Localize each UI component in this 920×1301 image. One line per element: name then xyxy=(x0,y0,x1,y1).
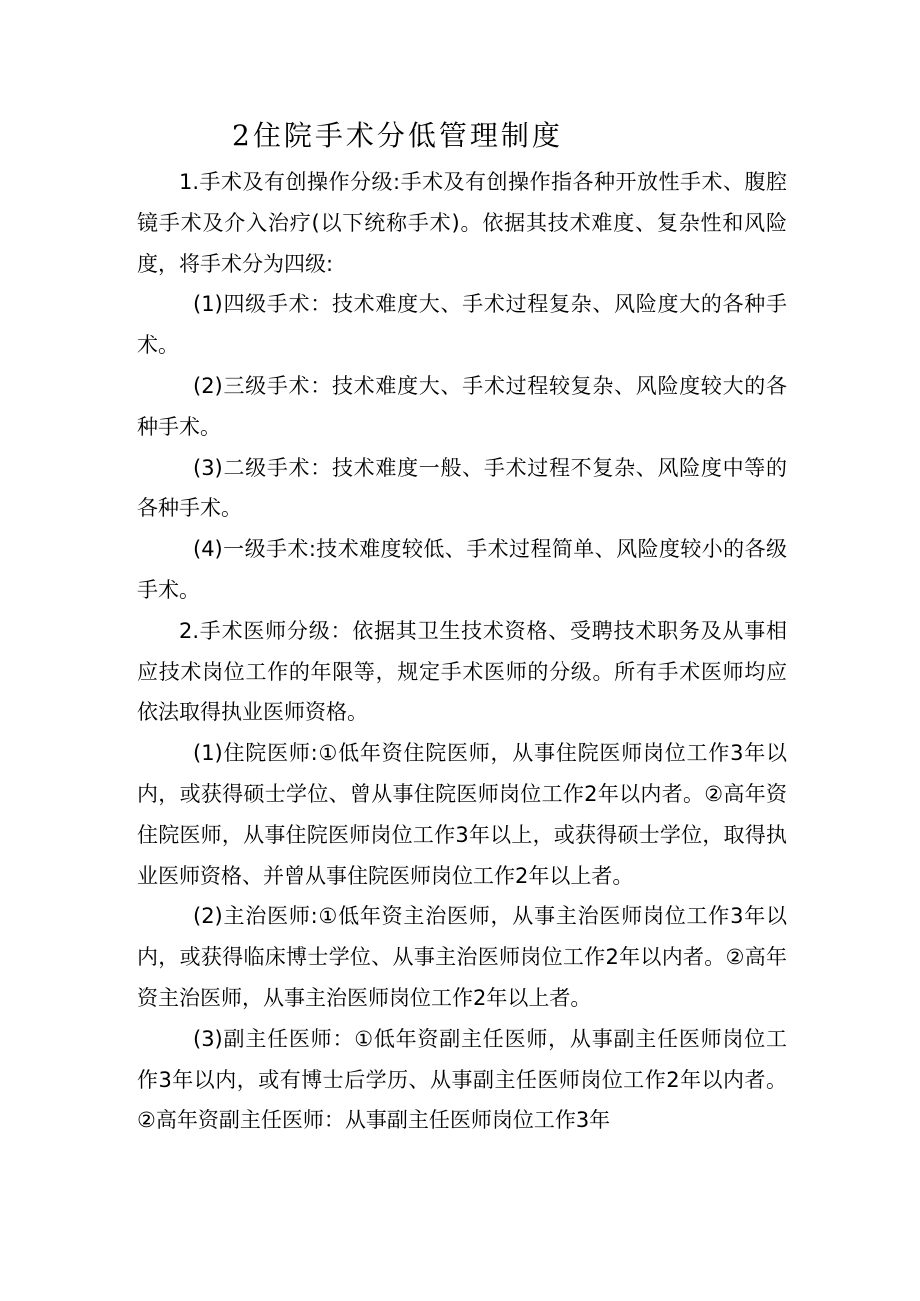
paragraph-level-one-surgery: (4)一级手术:技术难度较低、手术过程简单、风险度较小的各级手术。 xyxy=(137,537,787,602)
document-title: 2住院手术分低管理制度 xyxy=(232,119,563,152)
paragraph-level-two-surgery: (3)二级手术：技术难度一般、手术过程不复杂、风险度中等的各种手术。 xyxy=(137,455,787,521)
document-body xyxy=(137,162,787,1141)
paragraph-surgery-grading: 1.手术及有创操作分级:手术及有创操作指各种开放性手术、腹腔镜手术及介入治疗(以下统称手术)。依据其技术难度、复杂性和风险度，将手术分为四级: xyxy=(137,170,787,276)
paragraph-level-four-surgery: (1)四级手术：技术难度大、手术过程复杂、风险度大的各种手术。 xyxy=(137,292,787,358)
paragraph-level-three-surgery: (2)三级手术：技术难度大、手术过程较复杂、风险度较大的各种手术。 xyxy=(137,373,787,439)
paragraph-attending-physician: (2)主治医师:①低年资主治医师，从事主治医师岗位工作3年以内，或获得临床博士学位、从事主治医师岗位工作2年以内者。②高年资主治医师，从事主治医师岗位工作2年以上者。 xyxy=(137,904,787,1010)
paragraph-surgeon-grading: 2.手术医师分级：依据其卫生技术资格、受聘技术职务及从事相应技术岗位工作的年限等，规定手术医师的分级。所有手术医师均应依法取得执业医师资格。 xyxy=(137,618,787,725)
paragraph-associate-chief-physician: (3)副主任医师：①低年资副主任医师，从事副主任医师岗位工作3年以内，或有博士后学历、从事副主任医师岗位工作2年以内者。②高年资副主任医师：从事副主任医师岗位工作3年 xyxy=(137,1026,787,1133)
paragraph-resident-physician: (1)住院医师:①低年资住院医师，从事住院医师岗位工作3年以内，或获得硕士学位、曾从事住院医师岗位工作2年以内者。②高年资住院医师，从事住院医师岗位工作3年以上，或获得硕士学位，取得执业医师资格、并曾从事住院医师岗位工作2年以上者。 xyxy=(137,741,787,888)
